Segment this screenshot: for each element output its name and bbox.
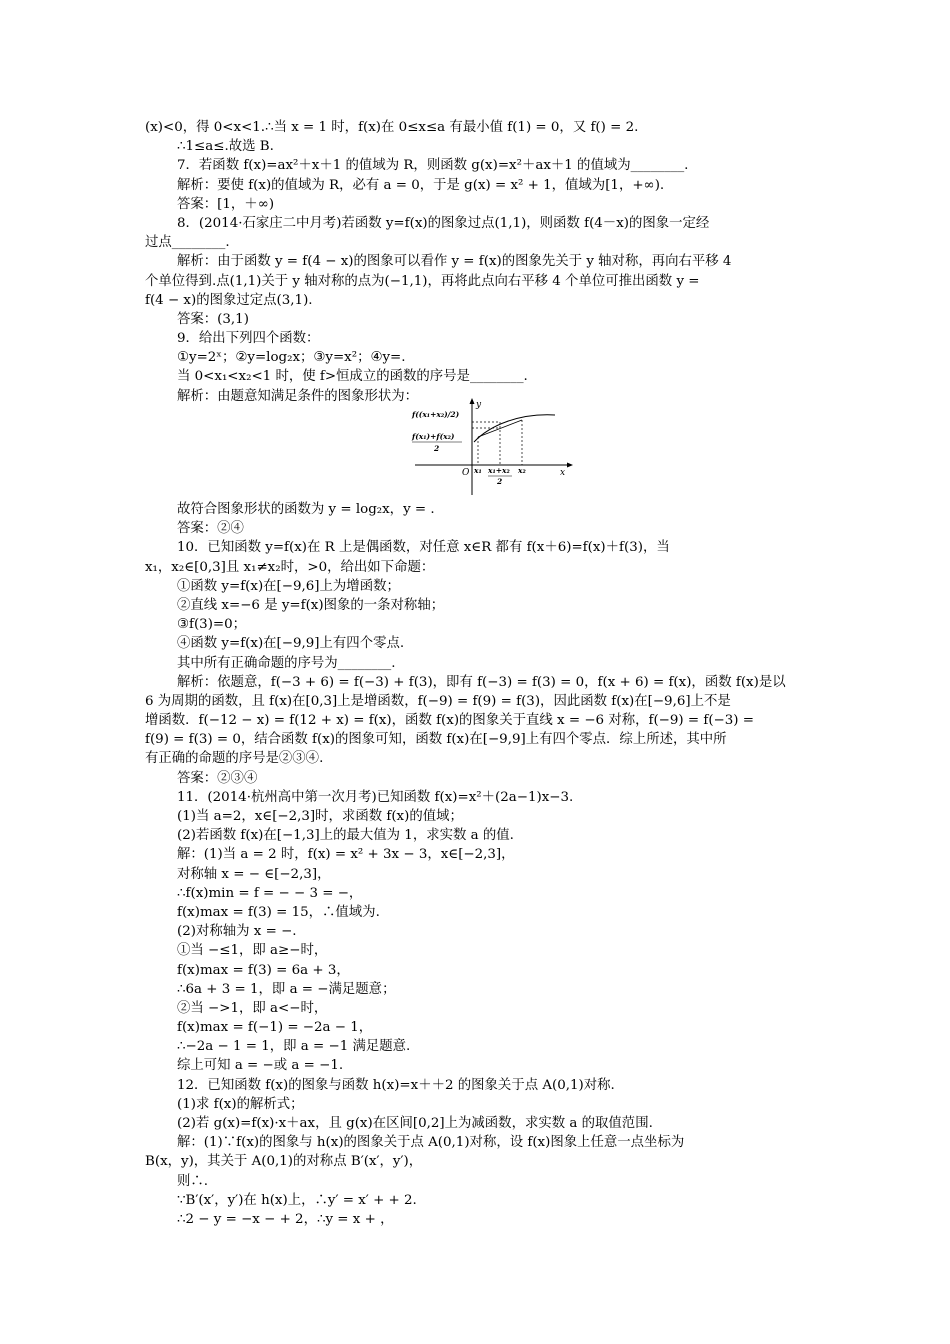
y-tick-bottom-den: 2	[434, 444, 440, 453]
bottom-line: 其中所有正确命题的序号为________.	[177, 655, 396, 671]
bottom-line: (2)若 g(x)=f(x)·x＋ax，且 g(x)在区间[0,2]上为减函数，求实数 a 的取值范围.	[177, 1116, 653, 1131]
bottom-line: x₁，x₂∈[0,3]且 x₁≠x₂时，>0，给出如下命题：	[145, 559, 435, 575]
top-line: ∴1≤a≤.故选 B.	[177, 139, 274, 155]
bottom-line: ∵B′(x′，y′)在 h(x)上，∴y′ = x′ + + 2.	[177, 1192, 417, 1208]
x-tick-mid-num: x₁+x₂	[488, 466, 510, 475]
bottom-line: 10．已知函数 y=f(x)在 R 上是偶函数，对任意 x∈R 都有 f(x＋6)=f(x)＋f(3)，当	[177, 540, 670, 556]
top-line: 解析：由题意知满足条件的图象形状为：	[177, 388, 419, 404]
bottom-line: f(9) = f(3) = 0，结合函数 f(x)的图象可知，函数 f(x)在[−9,9]上有四个零点．综上所述，其中所	[145, 732, 727, 748]
x-axis-label: x	[560, 468, 566, 478]
bottom-line: 解：(1)∵f(x)的图象与 h(x)的图象关于点 A(0,1)对称，设 f(x)图象上任意一点坐标为	[177, 1135, 685, 1151]
bottom-line: (2)对称轴为 x = −.	[177, 924, 297, 940]
bottom-line: ①函数 y=f(x)在[−9,6]上为增函数；	[177, 578, 400, 594]
bottom-line: 对称轴 x = − ∈[−2,3]，	[177, 866, 331, 882]
bottom-line: 11．(2014·杭州高中第一次月考)已知函数 f(x)=x²＋(2a−1)x−3.	[177, 789, 574, 805]
top-line: 过点________.	[145, 235, 230, 251]
curve	[474, 415, 555, 442]
origin-label: O	[462, 468, 470, 478]
bottom-line: 答案：②④	[177, 521, 244, 537]
bottom-line: 增函数．f(−12 − x) = f(12 + x) = f(x)，函数 f(x)的图象关于直线 x = −6 对称，f(−9) = f(−3) =	[145, 713, 754, 729]
top-line: 答案：[1，＋∞)	[177, 196, 275, 212]
bottom-line: ∴6a + 3 = 1，即 a = −满足题意；	[177, 981, 396, 997]
bottom-line: B(x，y)，其关于 A(0,1)的对称点 B′(x′，y′)，	[145, 1154, 423, 1170]
bottom-line: (2)若函数 f(x)在[−1,3]上的最大值为 1，求实数 a 的值.	[177, 828, 514, 844]
text-block-top	[145, 118, 810, 406]
top-line: 答案：(3,1)	[177, 311, 249, 327]
top-line: 解析：由于函数 y = f(4 − x)的图象可以看作 y = f(x)的图象先关于 y 轴对称，再向右平移 4	[177, 254, 732, 270]
top-line: 8．(2014·石家庄二中月考)若函数 y=f(x)的图象过点(1,1)，则函数 f(4－x)的图象一定经	[177, 215, 710, 231]
bottom-line: 解析：依题意，f(−3 + 6) = f(−3) + f(3)，即有 f(−3) = f(3) = 0，f(x + 6) = f(x)，函数 f(x)是以	[177, 674, 786, 690]
top-line: 解析：要使 f(x)的值域为 R，必有 a = 0，于是 g(x) = x² + 1，值域为[1，+∞).	[177, 177, 665, 193]
bottom-line: 答案：②③④	[177, 770, 258, 786]
bottom-line: 6 为周期的函数，且 f(x)在[0,3]上是增函数，f(−9) = f(9) = f(3)，因此函数 f(x)在[−9,6]上不是	[145, 693, 731, 709]
bottom-line: ④函数 y=f(x)在[−9,9]上有四个零点.	[177, 636, 405, 652]
bottom-line: 解：(1)当 a = 2 时，f(x) = x² + 3x − 3，x∈[−2,3]，	[177, 847, 515, 863]
y-axis-label: y	[476, 400, 482, 410]
bottom-line: ②直线 x=−6 是 y=f(x)图象的一条对称轴；	[177, 597, 445, 613]
concave-function-figure	[410, 395, 580, 500]
bottom-line: ③f(3)=0；	[177, 617, 247, 633]
x-tick-x1: x₁	[474, 466, 482, 475]
bottom-line: 有正确的命题的序号是②③④.	[145, 751, 324, 767]
y-tick-bottom-num: f(x₁)+f(x₂)	[412, 432, 455, 441]
bottom-line: ②当 −>1，即 a<−时，	[177, 1000, 328, 1016]
y-tick-top: f((x₁+x₂)/2)	[412, 410, 460, 419]
bottom-line: ∴−2a − 1 = 1，即 a = −1 满足题意.	[177, 1039, 411, 1055]
top-line: f(4 − x)的图象过定点(3,1).	[145, 292, 313, 308]
bottom-line: (1)求 f(x)的解析式；	[177, 1096, 304, 1112]
bottom-line: ①当 −≤1，即 a≥−时，	[177, 943, 328, 959]
bottom-line: 综上可知 a = −或 a = −1.	[177, 1058, 344, 1074]
bottom-line: ∴f(x)min = f = − − 3 = −，	[177, 885, 363, 901]
top-line: 9．给出下列四个函数：	[177, 331, 320, 347]
top-line: (x)<0，得 0<x<1.∴当 x = 1 时，f(x)在 0≤x≤a 有最小值 f(1) = 0，又 f() = 2.	[145, 120, 639, 135]
top-line: 个单位得到.点(1,1)关于 y 轴对称的点为(−1,1)，再将此点向右平移 4 个单位可推出函数 y =	[145, 273, 700, 289]
top-line: ①y=2ˣ；②y=log₂x；③y=x²；④y=.	[177, 350, 406, 366]
bottom-line: 故符合图象形状的函数为 y = log₂x，y = .	[177, 502, 435, 517]
bottom-line: f(x)max = f(3) = 15，∴值域为.	[177, 904, 380, 920]
bottom-line: 12．已知函数 f(x)的图象与函数 h(x)=x＋＋2 的图象关于点 A(0,1)对称.	[177, 1077, 615, 1093]
bottom-line: f(x)max = f(−1) = −2a − 1，	[177, 1020, 373, 1036]
text-block-bottom	[145, 500, 810, 1229]
bottom-line: 则∴.	[177, 1173, 209, 1189]
x-tick-x2: x₂	[518, 466, 526, 475]
x-tick-mid-den: 2	[497, 477, 503, 486]
bottom-line: ∴2 − y = −x − + 2，∴y = x + ，	[177, 1211, 394, 1227]
top-line: 7．若函数 f(x)=ax²＋x＋1 的值域为 R，则函数 g(x)=x²＋ax＋1 的值域为________.	[177, 158, 689, 174]
bottom-line: (1)当 a=2，x∈[−2,3]时，求函数 f(x)的值域；	[177, 809, 463, 824]
bottom-line: f(x)max = f(3) = 6a + 3，	[177, 962, 350, 978]
top-line: 当 0<x₁<x₂<1 时，使 f>恒成立的函数的序号是________.	[177, 369, 528, 385]
